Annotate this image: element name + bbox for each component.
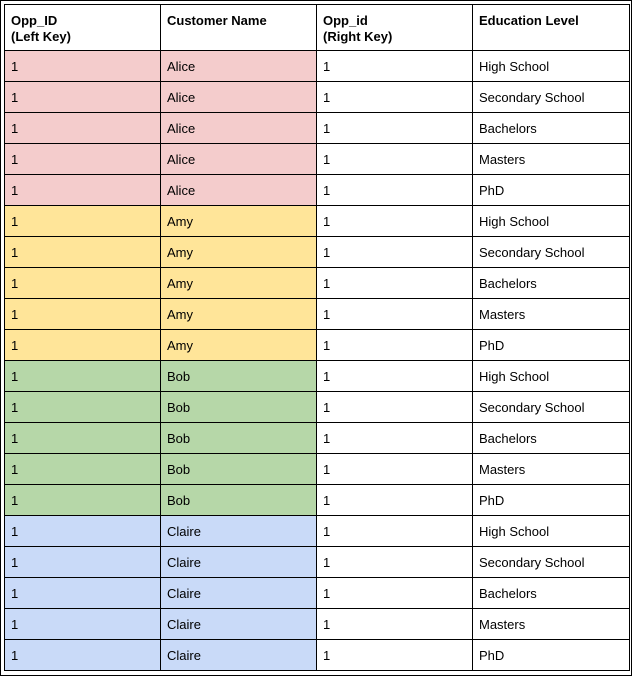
right-key-cell: 1	[317, 485, 473, 516]
right-key-cell: 1	[317, 330, 473, 361]
customer-name-cell: Amy	[161, 268, 317, 299]
education-level-cell: Bachelors	[473, 578, 630, 609]
education-level-cell: High School	[473, 516, 630, 547]
table-row	[5, 330, 630, 361]
right-key-cell: 1	[317, 299, 473, 330]
customer-name-cell: Claire	[161, 609, 317, 640]
customer-name-cell: Claire	[161, 578, 317, 609]
header-left-key-line2: (Left Key)	[11, 29, 71, 44]
customer-name-cell: Bob	[161, 361, 317, 392]
left-key-cell: 1	[5, 392, 161, 423]
table-row	[5, 113, 630, 144]
table-body	[5, 51, 630, 671]
right-key-cell: 1	[317, 175, 473, 206]
left-key-cell: 1	[5, 547, 161, 578]
table-row	[5, 640, 630, 671]
table-row	[5, 392, 630, 423]
header-customer-name	[161, 5, 317, 51]
header-right-key-line2: (Right Key)	[323, 29, 393, 44]
education-level-cell: Masters	[473, 144, 630, 175]
header-row	[5, 5, 630, 51]
right-key-cell: 1	[317, 516, 473, 547]
left-key-cell: 1	[5, 640, 161, 671]
customer-name-cell: Alice	[161, 175, 317, 206]
header-left-key-line1: Opp_ID	[11, 13, 58, 28]
education-level-cell: Secondary School	[473, 392, 630, 423]
right-key-cell: 1	[317, 51, 473, 82]
table-row	[5, 144, 630, 175]
customer-name-cell: Claire	[161, 640, 317, 671]
right-key-cell: 1	[317, 423, 473, 454]
table-row	[5, 82, 630, 113]
left-key-cell: 1	[5, 361, 161, 392]
customer-name-cell: Amy	[161, 330, 317, 361]
education-level-cell: Bachelors	[473, 423, 630, 454]
right-key-cell: 1	[317, 82, 473, 113]
education-level-cell: Masters	[473, 609, 630, 640]
education-level-cell: PhD	[473, 640, 630, 671]
left-key-cell: 1	[5, 237, 161, 268]
left-key-cell: 1	[5, 423, 161, 454]
education-level-cell: PhD	[473, 330, 630, 361]
education-level-cell: Secondary School	[473, 82, 630, 113]
left-key-cell: 1	[5, 51, 161, 82]
table-row	[5, 578, 630, 609]
right-key-cell: 1	[317, 578, 473, 609]
table-row	[5, 609, 630, 640]
left-key-cell: 1	[5, 175, 161, 206]
customer-name-cell: Alice	[161, 144, 317, 175]
customer-name-cell: Bob	[161, 485, 317, 516]
left-key-cell: 1	[5, 113, 161, 144]
table-row	[5, 206, 630, 237]
right-key-cell: 1	[317, 206, 473, 237]
table-row	[5, 547, 630, 578]
education-level-cell: Bachelors	[473, 113, 630, 144]
header-customer-name-line1: Customer Name	[167, 13, 267, 28]
header-education-level	[473, 5, 630, 51]
education-level-cell: Secondary School	[473, 547, 630, 578]
customer-name-cell: Bob	[161, 392, 317, 423]
right-key-cell: 1	[317, 113, 473, 144]
left-key-cell: 1	[5, 144, 161, 175]
education-level-cell: PhD	[473, 485, 630, 516]
customer-name-cell: Amy	[161, 299, 317, 330]
table-row	[5, 175, 630, 206]
join-result-table	[4, 4, 630, 671]
header-education-level-line1: Education Level	[479, 13, 579, 28]
table-row	[5, 485, 630, 516]
education-level-cell: Secondary School	[473, 237, 630, 268]
education-level-cell: Masters	[473, 454, 630, 485]
left-key-cell: 1	[5, 268, 161, 299]
left-key-cell: 1	[5, 82, 161, 113]
right-key-cell: 1	[317, 547, 473, 578]
right-key-cell: 1	[317, 454, 473, 485]
customer-name-cell: Bob	[161, 454, 317, 485]
customer-name-cell: Claire	[161, 547, 317, 578]
right-key-cell: 1	[317, 237, 473, 268]
header-left-key	[5, 5, 161, 51]
right-key-cell: 1	[317, 144, 473, 175]
table-row	[5, 51, 630, 82]
education-level-cell: High School	[473, 206, 630, 237]
right-key-cell: 1	[317, 609, 473, 640]
table-row	[5, 268, 630, 299]
customer-name-cell: Alice	[161, 51, 317, 82]
left-key-cell: 1	[5, 485, 161, 516]
customer-name-cell: Bob	[161, 423, 317, 454]
left-key-cell: 1	[5, 330, 161, 361]
customer-name-cell: Alice	[161, 113, 317, 144]
customer-name-cell: Claire	[161, 516, 317, 547]
customer-name-cell: Amy	[161, 206, 317, 237]
education-level-cell: PhD	[473, 175, 630, 206]
right-key-cell: 1	[317, 640, 473, 671]
table-row	[5, 454, 630, 485]
left-key-cell: 1	[5, 578, 161, 609]
education-level-cell: Masters	[473, 299, 630, 330]
education-level-cell: High School	[473, 51, 630, 82]
left-key-cell: 1	[5, 206, 161, 237]
table-row	[5, 361, 630, 392]
right-key-cell: 1	[317, 268, 473, 299]
customer-name-cell: Amy	[161, 237, 317, 268]
table-row	[5, 237, 630, 268]
left-key-cell: 1	[5, 299, 161, 330]
table-row	[5, 299, 630, 330]
table-row	[5, 516, 630, 547]
header-right-key	[317, 5, 473, 51]
table-row	[5, 423, 630, 454]
right-key-cell: 1	[317, 361, 473, 392]
education-level-cell: Bachelors	[473, 268, 630, 299]
education-level-cell: High School	[473, 361, 630, 392]
left-key-cell: 1	[5, 454, 161, 485]
left-key-cell: 1	[5, 516, 161, 547]
right-key-cell: 1	[317, 392, 473, 423]
customer-name-cell: Alice	[161, 82, 317, 113]
header-right-key-line1: Opp_id	[323, 13, 368, 28]
left-key-cell: 1	[5, 609, 161, 640]
